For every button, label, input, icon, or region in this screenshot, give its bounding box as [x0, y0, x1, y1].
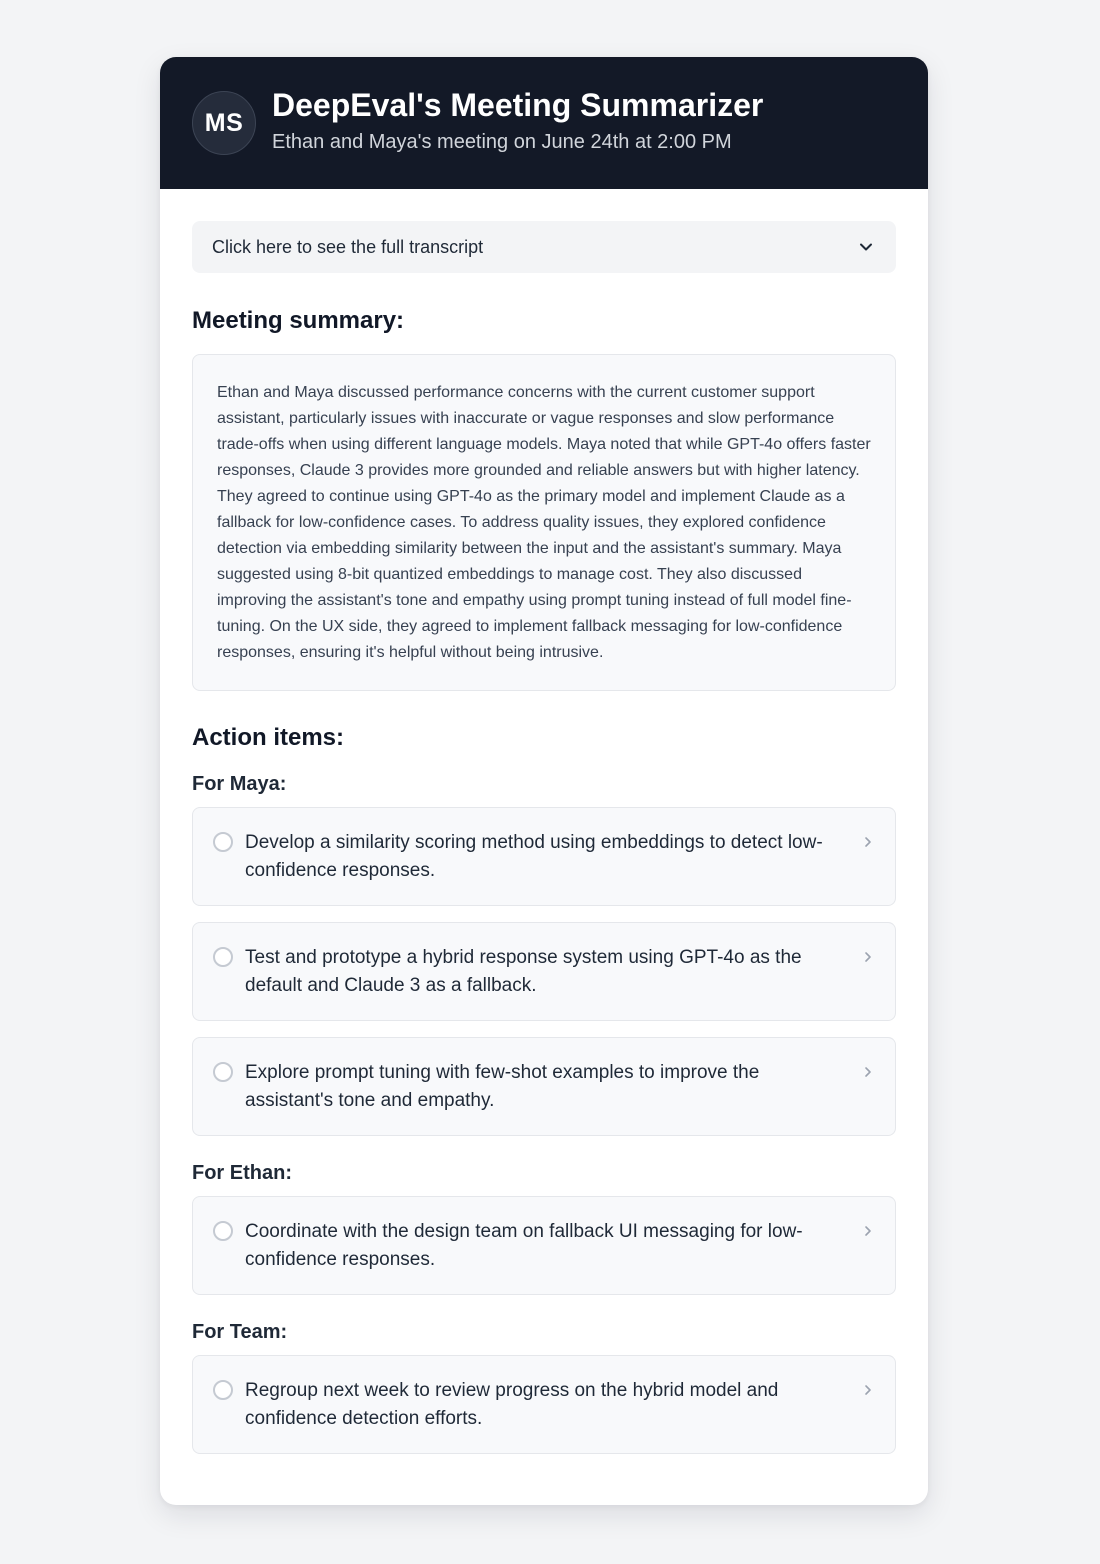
- app-title: DeepEval's Meeting Summarizer: [272, 86, 764, 123]
- radio-circle-icon[interactable]: [213, 1380, 233, 1400]
- chevron-right-icon: [861, 835, 875, 849]
- chevron-right-icon: [861, 1224, 875, 1238]
- app-header: [160, 57, 928, 189]
- radio-circle-icon[interactable]: [213, 1221, 233, 1241]
- meeting-subtitle: Ethan and Maya's meeting on June 24th at 2:00 PM: [272, 130, 732, 153]
- action-item-text: Develop a similarity scoring method using embeddings to detect low-confidence responses.: [245, 832, 823, 881]
- summary-heading: Meeting summary:: [192, 307, 405, 334]
- summarizer-card: [160, 57, 928, 1505]
- card-body: [160, 189, 928, 1454]
- chevron-right-icon: [861, 950, 875, 964]
- radio-circle-icon[interactable]: [213, 947, 233, 967]
- avatar: MS: [192, 91, 256, 155]
- action-item[interactable]: [192, 1037, 896, 1136]
- chevron-right-icon: [861, 1383, 875, 1397]
- action-item-text: Coordinate with the design team on fallback UI messaging for low-confidence responses.: [245, 1221, 803, 1270]
- action-item[interactable]: [192, 1196, 896, 1295]
- action-item[interactable]: [192, 807, 896, 906]
- summary-text: Ethan and Maya discussed performance concerns with the current customer support assistant, particularly issues with inaccurate or vague responses and slow performance trade-offs when using different language models. Maya noted that while GPT-4o offers faster responses, Claude 3 provides more grounded and reliable answers but with higher latency. They agreed to continue using GPT-4o as the primary model and implement Claude as a fallback for low-confidence cases. To address quality issues, they explored confidence detection via embedding similarity between the input and the assistant's summary. Maya suggested using 8-bit quantized embeddings to manage cost. They also discussed improving the assistant's tone and empathy using prompt tuning instead of full model fine-tuning. On the UX side, they agreed to implement fallback messaging for low-confidence responses, ensuring it's helpful without being intrusive.: [192, 354, 896, 691]
- action-item[interactable]: [192, 1355, 896, 1454]
- group-title-ethan: For Ethan:: [192, 1162, 292, 1184]
- action-item-text: Regroup next week to review progress on the hybrid model and confidence detection efforts.: [245, 1380, 779, 1429]
- transcript-toggle-label: Click here to see the full transcript: [212, 236, 484, 257]
- radio-circle-icon[interactable]: [213, 1062, 233, 1082]
- chevron-down-icon: [856, 237, 876, 257]
- group-title-team: For Team:: [192, 1321, 288, 1343]
- action-items-heading: Action items:: [192, 724, 345, 751]
- transcript-toggle[interactable]: [192, 221, 896, 273]
- chevron-right-icon: [861, 1065, 875, 1079]
- action-item-text: Test and prototype a hybrid response system using GPT-4o as the default and Claude 3 as a fallback.: [245, 947, 802, 996]
- header-text: [272, 86, 764, 155]
- action-item[interactable]: [192, 922, 896, 1021]
- action-item-text: Explore prompt tuning with few-shot examples to improve the assistant's tone and empathy.: [245, 1062, 760, 1111]
- group-title-maya: For Maya:: [192, 773, 287, 795]
- radio-circle-icon[interactable]: [213, 832, 233, 852]
